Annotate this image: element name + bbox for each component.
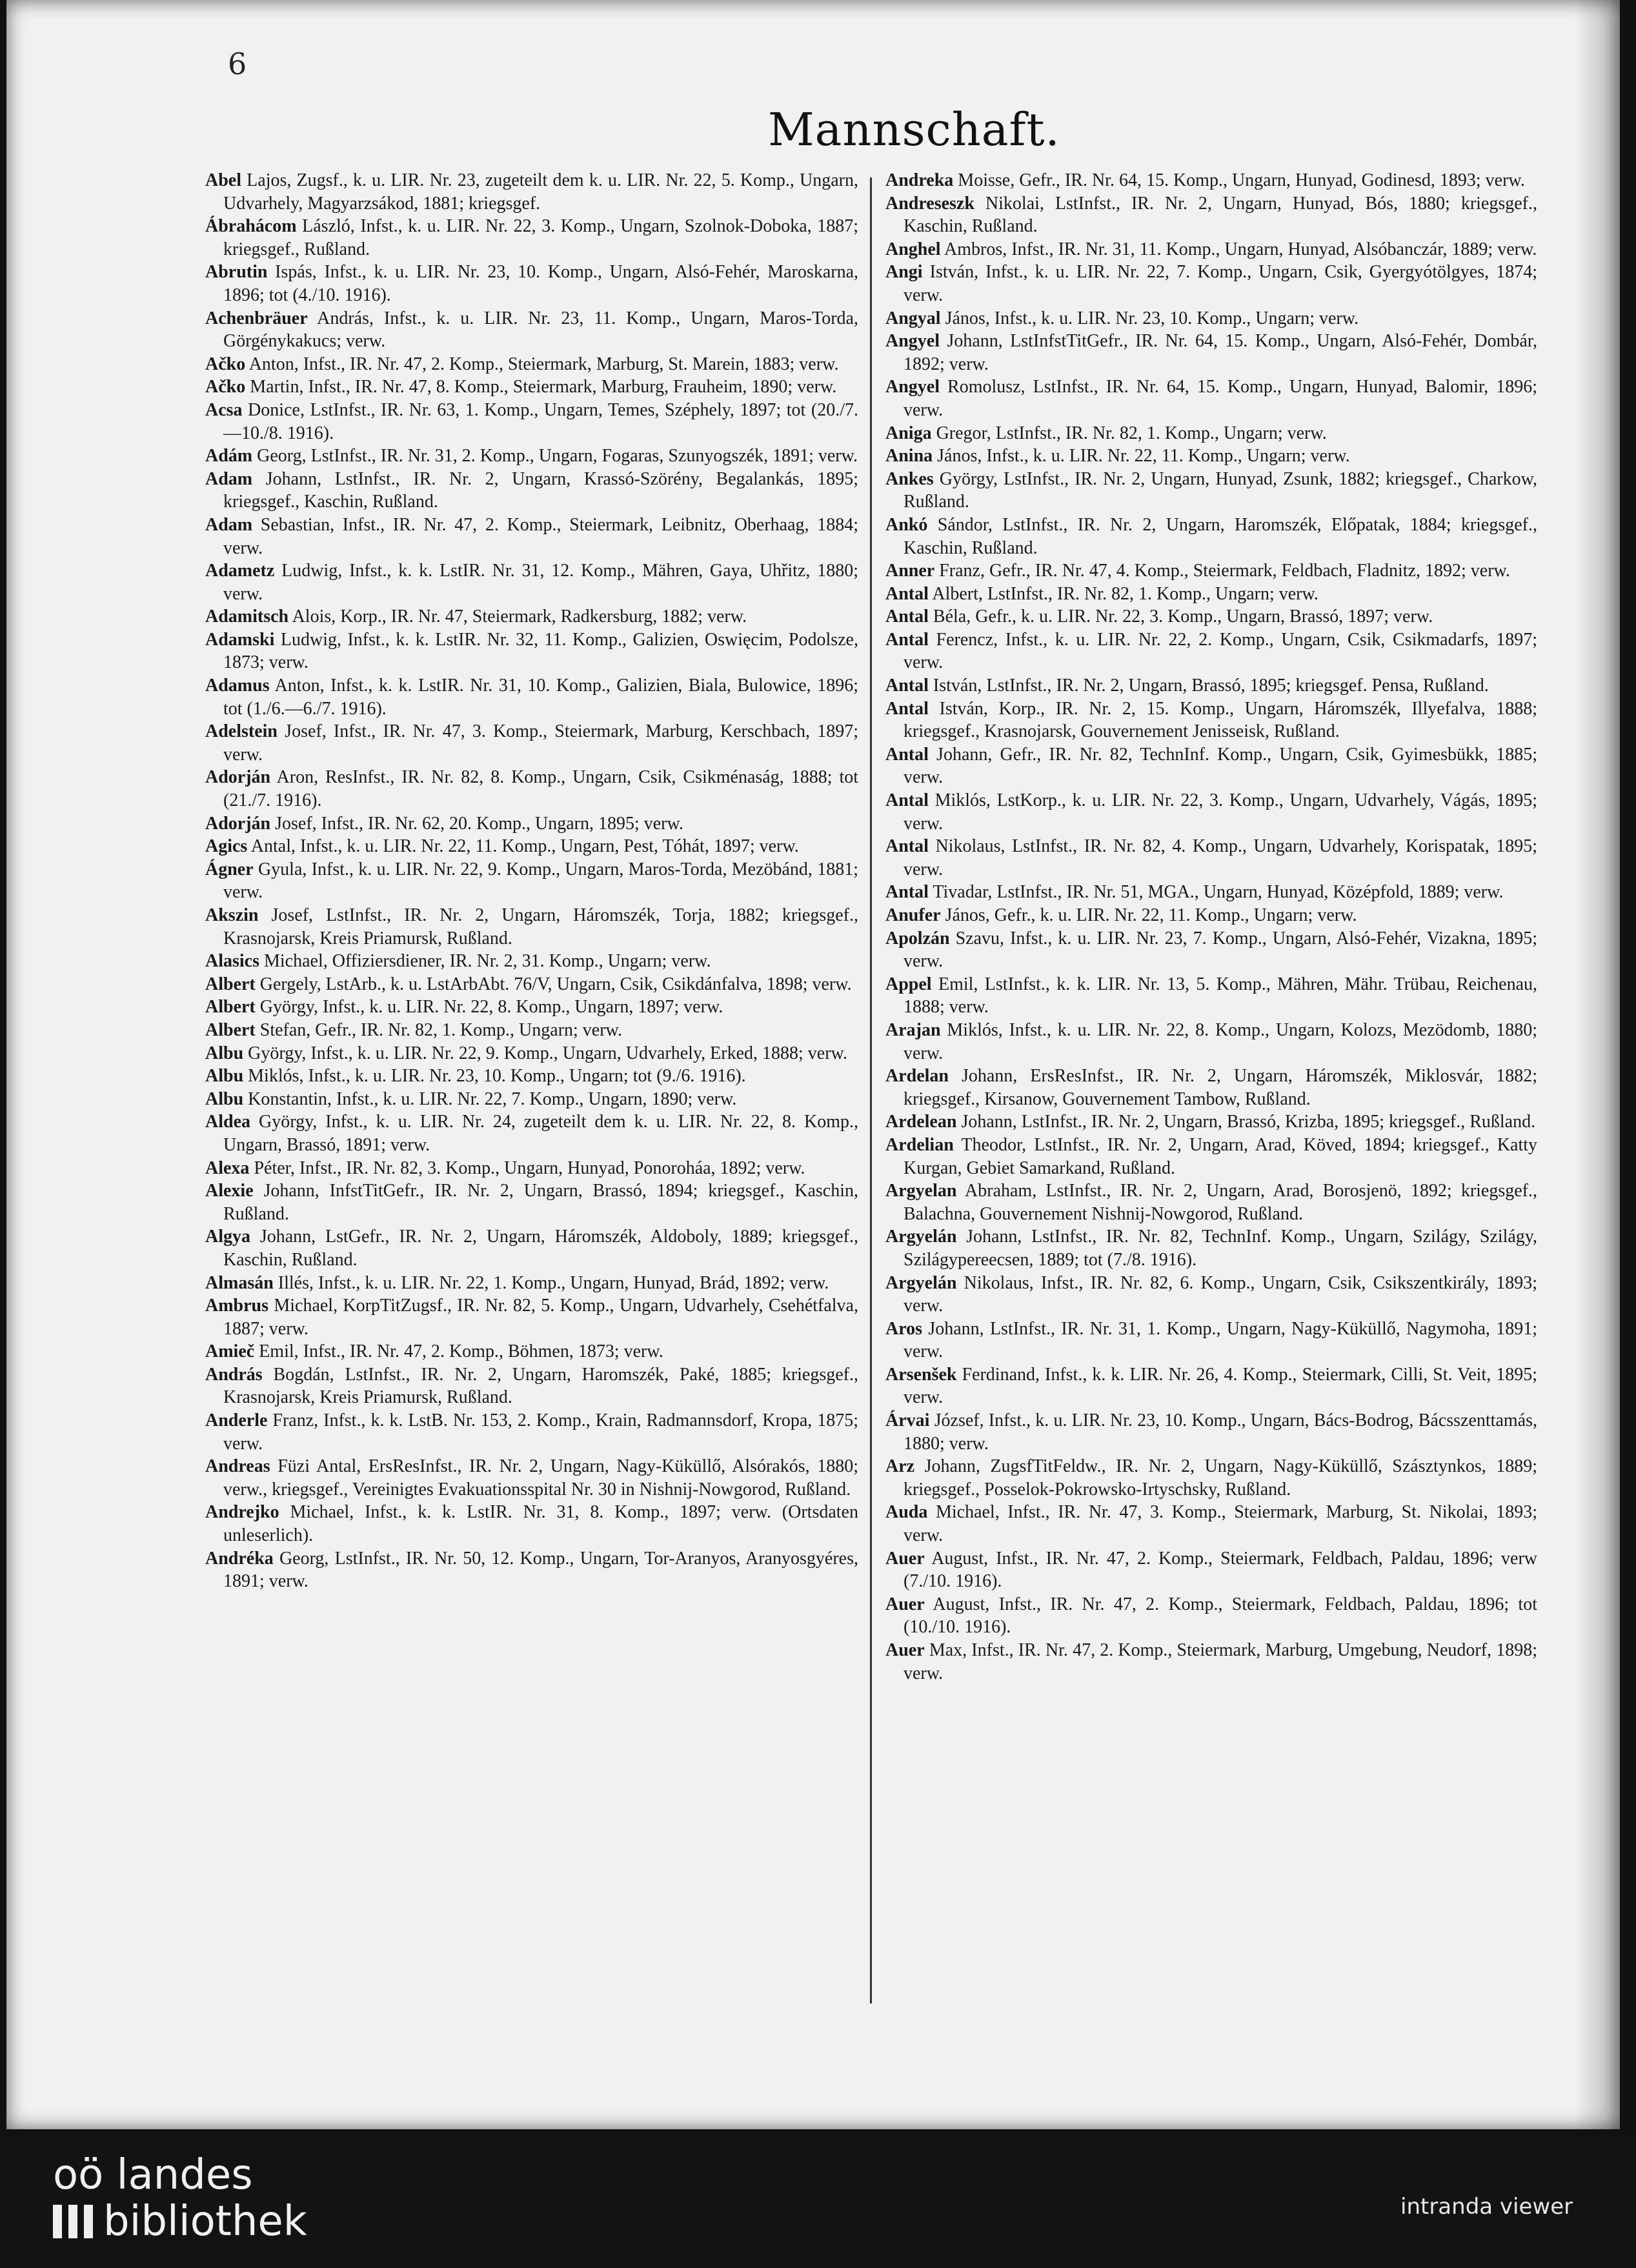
page-number: 6: [228, 46, 247, 81]
entry-surname: Adam: [205, 468, 253, 489]
register-entry: [205, 1272, 858, 1295]
entry-surname: Adamitsch: [205, 607, 289, 627]
entry-surname: Alexa: [205, 1158, 250, 1178]
entry-details: János, Gefr., k. u. LIR. Nr. 22, 11. Komp., Ungarn; verw.: [940, 905, 1357, 925]
entry-details: Nikolai, LstInfst., IR. Nr. 2, Ungarn, Hunyad, Bós, 1880; kriegsgef., Kaschin, Rußland.: [904, 193, 1537, 237]
entry-details: György, Infst., k. u. LIR. Nr. 24, zugeteilt dem k. u. LIR. Nr. 22, 8. Komp., Ungarn, Brassó, 1891; verw.: [223, 1112, 858, 1155]
entry-details: Michael, Infst., k. k. LstIR. Nr. 31, 8. Komp., 1897; verw. (Ortsdaten unleserlich).: [223, 1502, 858, 1546]
register-entry: [885, 445, 1537, 468]
register-entry: [205, 996, 858, 1019]
entry-details: Michael, Infst., IR. Nr. 47, 3. Komp., Steiermark, Marburg, St. Nikolai, 1893; verw.: [904, 1502, 1537, 1546]
register-entry: [885, 422, 1537, 445]
entry-details: Josef, Infst., IR. Nr. 47, 3. Komp., Steiermark, Marburg, Kerschbach, 1897; verw.: [223, 721, 858, 765]
entry-surname: Adametz: [205, 561, 275, 581]
entry-surname: Adám: [205, 446, 253, 467]
entry-details: Max, Infst., IR. Nr. 47, 2. Komp., Steiermark, Marburg, Umgebung, Neudorf, 1898; verw.: [904, 1640, 1537, 1683]
entry-details: Anton, Infst., k. k. LstIR. Nr. 31, 10. Komp., Galizien, Biala, Bulowice, 1896; tot (1./6.—6./7. 1916).: [223, 676, 858, 719]
entry-details: Romolusz, LstInfst., IR. Nr. 64, 15. Komp., Ungarn, Hunyad, Balomir, 1896; verw.: [904, 377, 1537, 420]
register-entry: [885, 743, 1537, 789]
register-entry: [205, 1065, 858, 1088]
register-entry: [205, 1294, 858, 1340]
register-entry: [885, 1179, 1537, 1225]
entry-details: Béla, Gefr., k. u. LIR. Nr. 22, 3. Komp., Ungarn, Brassó, 1897; verw.: [928, 607, 1433, 627]
register-entry: [205, 1088, 858, 1111]
register-entry: [885, 1110, 1537, 1134]
entry-surname: Agics: [205, 836, 248, 857]
register-entry: [885, 881, 1537, 904]
entry-details: Ispás, Infst., k. u. LIR. Nr. 23, 10. Komp., Ungarn, Alsó-Fehér, Maroskarna, 1896; tot (4./10. 1916).: [223, 262, 858, 305]
entry-details: Abraham, LstInfst., IR. Nr. 2, Ungarn, Arad, Borosjenö, 1892; kriegsgef., Balachna, Gouvernement Nishnij-Nowgorod, Rußland.: [904, 1181, 1537, 1224]
register-entry: [885, 514, 1537, 559]
entry-details: Ferencz, Infst., k. u. LIR. Nr. 22, 2. Komp., Ungarn, Csik, Csikmadarfs, 1897; verw.: [904, 629, 1537, 673]
register-entry: [205, 514, 858, 559]
entry-details: Tivadar, LstInfst., IR. Nr. 51, MGA., Ungarn, Hunyad, Középfold, 1889; verw.: [928, 882, 1504, 903]
entry-surname: Andréka: [205, 1548, 274, 1569]
register-entry: [885, 1019, 1537, 1065]
entry-surname: Argyelán: [885, 1227, 957, 1247]
entry-surname: Anderle: [205, 1410, 268, 1431]
entry-details: Anton, Infst., IR. Nr. 47, 2. Komp., Steiermark, Marburg, St. Marein, 1883; verw.: [245, 354, 839, 374]
entry-surname: Albert: [205, 974, 256, 994]
entry-details: Franz, Gefr., IR. Nr. 47, 4. Komp., Steiermark, Feldbach, Fladnitz, 1892; verw.: [934, 561, 1510, 581]
entry-details: István, Infst., k. u. LIR. Nr. 22, 7. Komp., Ungarn, Csik, Gyergyótölgyes, 1874; verw.: [904, 262, 1537, 305]
register-entry: [885, 1318, 1537, 1363]
logo-line-2: bibliothek: [103, 2198, 307, 2245]
entry-details: Moisse, Gefr., IR. Nr. 64, 15. Komp., Ungarn, Hunyad, Godinesd, 1893; verw.: [953, 170, 1525, 190]
page-title: Mannschaft.: [768, 103, 1060, 156]
register-entry: [205, 215, 858, 261]
entry-details: Nikolaus, LstInfst., IR. Nr. 82, 4. Komp., Ungarn, Udvarhely, Korispatak, 1895; verw.: [904, 836, 1537, 879]
entry-details: Sebastian, Infst., IR. Nr. 47, 2. Komp., Steiermark, Leibnitz, Oberhaag, 1884; verw.: [223, 514, 858, 558]
register-entry: [205, 835, 858, 858]
entry-details: Szavu, Infst., k. u. LIR. Nr. 23, 7. Komp., Ungarn, Alsó-Fehér, Vizakna, 1895; verw.: [904, 928, 1537, 972]
register-entry: [885, 927, 1537, 973]
entry-surname: Adorján: [205, 813, 271, 834]
entry-details: Johann, LstGefr., IR. Nr. 2, Ungarn, Háromszék, Aldoboly, 1889; kriegsgef., Kaschin, Rußland.: [223, 1227, 858, 1270]
left-column: [205, 169, 858, 1593]
entry-details: Franz, Infst., k. k. LstB. Nr. 153, 2. Komp., Krain, Radmannsdorf, Kropa, 1875; verw.: [223, 1410, 858, 1454]
entry-details: Miklós, Infst., k. u. LIR. Nr. 22, 8. Komp., Ungarn, Kolozs, Mezödomb, 1880; verw.: [904, 1019, 1537, 1063]
register-entry: [205, 376, 858, 399]
entry-details: Bogdán, LstInfst., IR. Nr. 2, Ungarn, Haromszék, Paké, 1885; kriegsgef., Krasnojarsk, Kreis Priamursk, Rußland.: [223, 1364, 858, 1408]
entry-surname: Ankes: [885, 468, 934, 489]
entry-surname: Ardelean: [885, 1112, 957, 1132]
entry-details: Michael, KorpTitZugsf., IR. Nr. 82, 5. Komp., Ungarn, Udvarhely, Csehétfalva, 1887; verw.: [223, 1296, 858, 1339]
entry-details: György, LstInfst., IR. Nr. 2, Ungarn, Hunyad, Zsunk, 1882; kriegsgef., Charkow, Rußland.: [904, 468, 1537, 512]
register-entry: [205, 950, 858, 973]
register-entry: [885, 697, 1537, 743]
entry-details: Emil, LstInfst., k. k. LIR. Nr. 13, 5. Komp., Mähren, Mähr. Trübau, Reichenau, 1888; verw.: [904, 974, 1537, 1018]
register-entry: [205, 559, 858, 605]
entry-details: Theodor, LstInfst., IR. Nr. 2, Ungarn, Arad, Köved, 1894; kriegsgef., Katty Kurgan, Gebiet Samarkand, Rußland.: [904, 1134, 1537, 1178]
register-entry: [885, 376, 1537, 421]
entry-surname: Antal: [885, 698, 929, 719]
entry-details: Ferdinand, Infst., k. k. LIR. Nr. 26, 4. Komp., Steiermark, Cilli, St. Veit, 1895; verw.: [904, 1364, 1537, 1408]
entry-details: August, Infst., IR. Nr. 47, 2. Komp., Steiermark, Feldbach, Paldau, 1896; tot (10./10. 1916).: [904, 1594, 1537, 1638]
register-entry: [885, 1065, 1537, 1110]
entry-surname: Antal: [885, 744, 929, 765]
entry-surname: Adamus: [205, 676, 270, 696]
entry-surname: Achenbräuer: [205, 308, 308, 328]
entry-details: Illés, Infst., k. u. LIR. Nr. 22, 1. Komp., Ungarn, Hunyad, Brád, 1892; verw.: [273, 1272, 829, 1293]
entry-surname: Aniga: [885, 423, 932, 443]
entry-details: István, LstInfst., IR. Nr. 2, Ungarn, Brassó, 1895; kriegsgef. Pensa, Rußland.: [928, 676, 1489, 696]
entry-surname: Albu: [205, 1066, 244, 1087]
register-entry: [205, 674, 858, 720]
entry-surname: Andreka: [885, 170, 954, 190]
entry-surname: Albert: [205, 997, 256, 1018]
entry-surname: Alasics: [205, 951, 259, 972]
entry-details: János, Infst., k. u. LIR. Nr. 23, 10. Komp., Ungarn; verw.: [940, 308, 1359, 328]
register-entry: [205, 766, 858, 812]
entry-surname: Aldea: [205, 1112, 250, 1132]
entry-details: László, Infst., k. u. LIR. Nr. 22, 3. Komp., Ungarn, Szolnok-Doboka, 1887; kriegsgef., Rußland.: [223, 216, 858, 259]
register-entry: [205, 468, 858, 514]
register-entry: [885, 1134, 1537, 1179]
entry-details: József, Infst., k. u. LIR. Nr. 23, 10. Komp., Ungarn, Bács-Bodrog, Bácsszenttamás, 1880; verw.: [904, 1410, 1537, 1454]
entry-details: Martin, Infst., IR. Nr. 47, 8. Komp., Steiermark, Marburg, Frauheim, 1890; verw.: [245, 377, 837, 397]
register-entry: [205, 1225, 858, 1271]
entry-surname: Arz: [885, 1456, 915, 1477]
entry-surname: Auer: [885, 1594, 925, 1614]
entry-details: Alois, Korp., IR. Nr. 47, Steiermark, Radkersburg, 1882; verw.: [288, 607, 747, 627]
entry-surname: Adelstein: [205, 721, 278, 742]
register-entry: [205, 1042, 858, 1065]
register-entry: [885, 1272, 1537, 1318]
register-entry: [885, 1409, 1537, 1455]
entry-details: Michael, Offiziersdiener, IR. Nr. 2, 31. Komp., Ungarn; verw.: [259, 951, 711, 972]
entry-details: Gyula, Infst., k. u. LIR. Nr. 22, 9. Komp., Ungarn, Maros-Torda, Mezöbánd, 1881; verw.: [223, 859, 858, 903]
entry-surname: Abel: [205, 170, 241, 190]
entry-surname: Adorján: [205, 767, 271, 788]
entry-details: Antal, Infst., k. u. LIR. Nr. 22, 11. Komp., Ungarn, Pest, Tóhát, 1897; verw.: [247, 836, 799, 857]
entry-details: Johann, ZugsfTitFeldw., IR. Nr. 2, Ungarn, Nagy-Küküllő, Szásztynkos, 1889; kriegsgef., Posselok-Pokrowsko-Irtyschsky, Rußland.: [904, 1456, 1537, 1500]
entry-surname: Acsa: [205, 399, 243, 420]
entry-surname: Antal: [885, 836, 929, 857]
register-entry: [885, 583, 1537, 606]
register-entry: [885, 835, 1537, 881]
entry-surname: Arsenšek: [885, 1364, 957, 1385]
entry-details: Donice, LstInfst., IR. Nr. 63, 1. Komp., Ungarn, Temes, Széphely, 1897; tot (20./7.—10./8. 1916).: [223, 399, 858, 443]
right-column: [885, 169, 1537, 1685]
register-entry: [885, 789, 1537, 835]
column-divider: [870, 177, 872, 2003]
entry-details: Johann, LstInfst., IR. Nr. 82, TechnInf. Komp., Ungarn, Szilágy, Szilágy, Szilágypereecsen, 1889; tot (7./8. 1916).: [904, 1227, 1537, 1270]
register-entry: [205, 1340, 858, 1363]
viewer-label[interactable]: intranda viewer: [1400, 2194, 1573, 2220]
entry-details: Johann, Gefr., IR. Nr. 82, TechnInf. Komp., Ungarn, Csik, Gyimesbükk, 1885; verw.: [904, 744, 1537, 788]
register-entry: [885, 169, 1537, 192]
entry-details: Nikolaus, Infst., IR. Nr. 82, 6. Komp., Ungarn, Csik, Csikszentkirály, 1893; verw.: [904, 1272, 1537, 1316]
entry-surname: Andrejko: [205, 1502, 279, 1523]
entry-surname: Argyelán: [885, 1272, 957, 1293]
entry-surname: Adam: [205, 514, 253, 535]
register-entry: [205, 1110, 858, 1156]
register-entry: [885, 1547, 1537, 1593]
entry-surname: Albu: [205, 1089, 244, 1109]
register-entry: [205, 261, 858, 306]
entry-surname: Ardelian: [885, 1134, 954, 1155]
entry-details: István, Korp., IR. Nr. 2, 15. Komp., Ungarn, Háromszék, Illyefalva, 1888; kriegsgef., Krasnojarsk, Gouvernement Jenisseisk, Rußland.: [904, 698, 1537, 742]
entry-surname: Antal: [885, 583, 929, 604]
entry-details: Füzi Antal, ErsResInfst., IR. Nr. 2, Ungarn, Nagy-Küküllő, Alsórakós, 1880; verw., kriegsgef., Vereinigtes Evakuationsspital Nr. 30 in Nishnij-Nowgorod, Rußland.: [223, 1456, 858, 1500]
register-entry: [885, 307, 1537, 330]
entry-details: Johann, LstInfst., IR. Nr. 2, Ungarn, Krassó-Szörény, Begalankás, 1895; kriegsgef., Kaschin, Rußland.: [223, 468, 858, 512]
entry-surname: Angi: [885, 262, 923, 283]
entry-details: Péter, Infst., IR. Nr. 82, 3. Komp., Ungarn, Hunyad, Ponoroháa, 1892; verw.: [249, 1158, 805, 1178]
register-entry: [205, 605, 858, 628]
entry-surname: Árvai: [885, 1410, 930, 1431]
register-entry: [885, 628, 1537, 674]
register-entry: [885, 1593, 1537, 1639]
entry-details: Gregor, LstInfst., IR. Nr. 82, 1. Komp., Ungarn; verw.: [931, 423, 1327, 443]
register-entry: [885, 904, 1537, 927]
entry-details: Albert, LstInfst., IR. Nr. 82, 1. Komp., Ungarn; verw.: [928, 583, 1318, 604]
entry-surname: Antal: [885, 790, 929, 811]
register-entry: [885, 1639, 1537, 1685]
entry-details: Johann, LstInfst., IR. Nr. 31, 1. Komp., Ungarn, Nagy-Küküllő, Nagymoha, 1891; verw.: [904, 1318, 1537, 1362]
register-entry: [205, 1409, 858, 1455]
entry-details: Lajos, Zugsf., k. u. LIR. Nr. 23, zugeteilt dem k. u. LIR. Nr. 22, 5. Komp., Ungarn, Udvarhely, Magyarzsákod, 1881; kriegsgef.: [223, 170, 858, 214]
entry-surname: Auer: [885, 1640, 925, 1660]
entry-details: Johann, LstInfstTitGefr., IR. Nr. 64, 15. Komp., Ungarn, Alsó-Fehér, Dombár, 1892; verw.: [904, 331, 1537, 374]
register-entry: [885, 330, 1537, 376]
library-logo[interactable]: [53, 2152, 307, 2245]
entry-details: Aron, ResInfst., IR. Nr. 82, 8. Komp., Ungarn, Csik, Csikménaság, 1888; tot (21./7. 1916).: [223, 767, 858, 811]
entry-details: Emil, Infst., IR. Nr. 47, 2. Komp., Böhmen, 1873; verw.: [254, 1341, 663, 1362]
entry-surname: Antal: [885, 676, 929, 696]
entry-surname: Alexie: [205, 1181, 254, 1201]
entry-surname: Ambrus: [205, 1296, 269, 1316]
register-entry: [205, 445, 858, 468]
register-entry: [205, 169, 858, 215]
register-entry: [885, 261, 1537, 306]
register-entry: [205, 1501, 858, 1547]
entry-details: Josef, LstInfst., IR. Nr. 2, Ungarn, Háromszék, Torja, 1882; kriegsgef., Krasnojarsk, Kreis Priamursk, Rußland.: [223, 905, 858, 948]
entry-details: Gergely, LstArb., k. u. LstArbAbt. 76/V, Ungarn, Csik, Csikdánfalva, 1898; verw.: [255, 974, 852, 994]
register-entry: [205, 1157, 858, 1180]
entry-surname: Ačko: [205, 354, 246, 374]
entry-details: Konstantin, Infst., k. u. LIR. Nr. 22, 7. Komp., Ungarn, 1890; verw.: [243, 1089, 737, 1109]
entry-details: Georg, LstInfst., IR. Nr. 50, 12. Komp., Ungarn, Tor-Aranyos, Aranyosgyéres, 1891; verw.: [223, 1548, 858, 1592]
entry-surname: Ačko: [205, 377, 246, 397]
entry-surname: Albu: [205, 1043, 244, 1063]
entry-surname: Ábrahácom: [205, 216, 297, 237]
register-entry: [205, 812, 858, 836]
entry-details: Johann, InfstTitGefr., IR. Nr. 2, Ungarn, Brassó, 1894; kriegsgef., Kaschin, Rußland.: [223, 1181, 858, 1224]
register-entry: [885, 1363, 1537, 1409]
register-entry: [205, 1363, 858, 1409]
register-entry: [205, 904, 858, 950]
entry-surname: Arajan: [885, 1019, 941, 1040]
entry-surname: Antal: [885, 607, 929, 627]
entry-surname: Ankó: [885, 514, 928, 535]
logo-bars-icon: [53, 2205, 96, 2238]
register-entry: [205, 628, 858, 674]
entry-details: András, Infst., k. u. LIR. Nr. 23, 11. Komp., Ungarn, Maros-Torda, Görgénykakucs; verw.: [223, 308, 858, 352]
register-entry: [885, 238, 1537, 261]
entry-details: Ludwig, Infst., k. k. LstIR. Nr. 31, 12. Komp., Mähren, Gaya, Uhřitz, 1880; verw.: [223, 561, 858, 604]
register-entry: [885, 559, 1537, 583]
entry-details: Georg, LstInfst., IR. Nr. 31, 2. Komp., Ungarn, Fogaras, Szunyogszék, 1891; verw.: [252, 446, 858, 467]
register-entry: [205, 399, 858, 445]
entry-surname: Andreas: [205, 1456, 270, 1477]
entry-details: Stefan, Gefr., IR. Nr. 82, 1. Komp., Ungarn; verw.: [255, 1019, 622, 1040]
register-entry: [205, 858, 858, 904]
register-entry: [885, 468, 1537, 514]
entry-details: Sándor, LstInfst., IR. Nr. 2, Ungarn, Haromszék, Előpatak, 1884; kriegsgef., Kaschin, Rußland.: [904, 514, 1537, 558]
entry-surname: Antal: [885, 882, 929, 903]
entry-surname: Anner: [885, 561, 935, 581]
entry-surname: Almasán: [205, 1272, 274, 1293]
entry-surname: Amieč: [205, 1341, 255, 1362]
register-entry: [205, 307, 858, 353]
register-entry: [885, 1455, 1537, 1501]
logo-line-1: oö landes: [53, 2151, 253, 2199]
entry-surname: Antal: [885, 629, 929, 650]
register-entry: [205, 973, 858, 996]
entry-surname: Auer: [885, 1548, 925, 1569]
entry-surname: Argyelan: [885, 1181, 957, 1201]
register-entry: [205, 1547, 858, 1593]
register-entry: [885, 674, 1537, 697]
entry-surname: Algya: [205, 1227, 250, 1247]
entry-surname: Ágner: [205, 859, 254, 879]
page-edge-shadow: [1575, 0, 1620, 2129]
entry-details: Miklós, Infst., k. u. LIR. Nr. 23, 10. Komp., Ungarn; tot (9./6. 1916).: [243, 1066, 746, 1087]
entry-details: Johann, LstInfst., IR. Nr. 2, Ungarn, Brassó, Krizba, 1895; kriegsgef., Rußland.: [956, 1112, 1536, 1132]
entry-details: Miklós, LstKorp., k. u. LIR. Nr. 22, 3. Komp., Ungarn, Udvarhely, Vágás, 1895; verw.: [904, 790, 1537, 834]
register-entry: [205, 353, 858, 376]
entry-details: Ludwig, Infst., k. k. LstIR. Nr. 32, 11. Komp., Galizien, Oswięcim, Podolsze, 1873; verw.: [223, 629, 858, 673]
entry-surname: Angyel: [885, 331, 940, 352]
entry-surname: Apolzán: [885, 928, 950, 948]
register-entry: [205, 720, 858, 766]
entry-details: Johann, ErsResInfst., IR. Nr. 2, Ungarn, Háromszék, Miklosvár, 1882; kriegsgef., Kirsanow, Gouvernement Tambow, Rußland.: [904, 1066, 1537, 1109]
register-entry: [885, 1225, 1537, 1271]
register-entry: [205, 1019, 858, 1042]
entry-surname: Appel: [885, 974, 932, 994]
register-entry: [205, 1179, 858, 1225]
entry-surname: Adamski: [205, 629, 275, 650]
register-entry: [885, 973, 1537, 1019]
entry-surname: Ardelan: [885, 1066, 949, 1087]
entry-details: János, Infst., k. u. LIR. Nr. 22, 11. Komp., Ungarn; verw.: [933, 446, 1350, 467]
register-entry: [885, 1501, 1537, 1547]
entry-details: Ambros, Infst., IR. Nr. 31, 11. Komp., Ungarn, Hunyad, Alsóbanczár, 1889; verw.: [940, 239, 1537, 259]
register-entry: [205, 1455, 858, 1501]
entry-surname: Anina: [885, 446, 933, 467]
register-entry: [885, 192, 1537, 238]
entry-surname: Andreseszk: [885, 193, 975, 214]
entry-surname: Abrutin: [205, 262, 268, 283]
entry-details: Josef, Infst., IR. Nr. 62, 20. Komp., Ungarn, 1895; verw.: [270, 813, 683, 834]
entry-surname: Akszin: [205, 905, 259, 925]
entry-surname: Aros: [885, 1318, 923, 1339]
entry-surname: András: [205, 1364, 263, 1385]
entry-surname: Anufer: [885, 905, 941, 925]
entry-details: György, Infst., k. u. LIR. Nr. 22, 9. Komp., Ungarn, Udvarhely, Erked, 1888; verw.: [243, 1043, 847, 1063]
entry-surname: Albert: [205, 1019, 256, 1040]
entry-surname: Anghel: [885, 239, 941, 259]
entry-surname: Angyal: [885, 308, 941, 328]
entry-details: György, Infst., k. u. LIR. Nr. 22, 8. Komp., Ungarn, 1897; verw.: [255, 997, 723, 1018]
entry-surname: Angyel: [885, 377, 940, 397]
entry-details: August, Infst., IR. Nr. 47, 2. Komp., Steiermark, Feldbach, Paldau, 1896; verw (7./10. 1916).: [904, 1548, 1537, 1592]
register-entry: [885, 605, 1537, 628]
entry-surname: Auda: [885, 1502, 928, 1523]
